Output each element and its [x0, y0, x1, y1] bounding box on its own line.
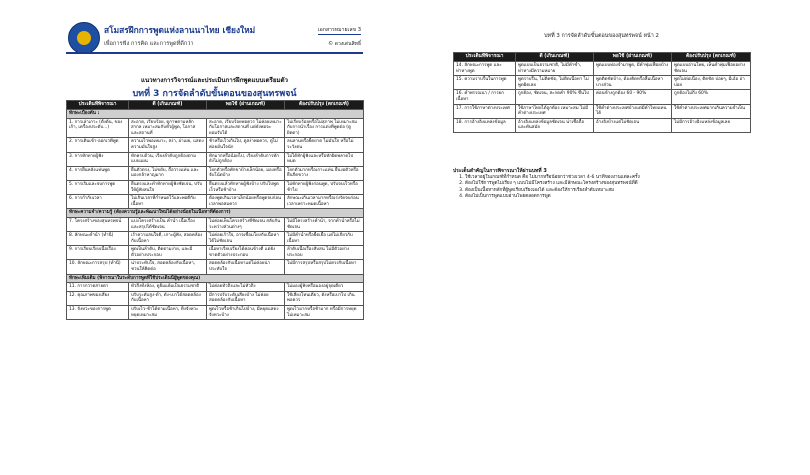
table-row [454, 118, 751, 132]
rating-cell: โยกตัวหรือพักขาบ้างเล็กน้อย, มองหรือจับโน้ตบ้าง [207, 166, 285, 180]
rating-cell: ค่อนข้างถูกต้อง 60 - 90% [594, 90, 672, 104]
rating-cell: สะอาด, เรียบร้อยพอควร ไม่ค่อยเหมาะกับโอกาสและสถานที่ แต่ยังพอจะยอมรับได้ [207, 118, 285, 138]
criterion-cell: 1. การเล่าเกาะ (ตั้งต้น, ของเก้า, เครื่องประดับ...) [67, 118, 129, 138]
rating-cell: พูดราบรื่น, ไม่ติดขัด, ไม่ติดเนื้อหา ไม่พูดผิดเลย [516, 76, 594, 90]
section-header-row [67, 110, 364, 119]
rating-cell: พูดติดขัดบ้าง, ต้องคิดหรือลืมเนื้อหาบางส่วน [594, 76, 672, 90]
table-row [67, 217, 364, 231]
column-header: ต้องปรับปรุง (ตกเกณฑ์) [672, 53, 751, 62]
section-title: ทักษะเบื้องต้น : [67, 110, 364, 119]
rating-cell: ความเร็วพอเหมาะ, สง่า, ผ่าเผย, แสดงความมั่นใจสูง [129, 138, 207, 152]
criterion-cell: 15. ความราบรื่นในการพูด [454, 76, 516, 90]
rating-cell: ลักษณะเกินเวลามากหรือเร่งรัดจบก่อนเวลาเพราะหมดเนื้อหา [285, 195, 364, 209]
key-points [453, 168, 750, 200]
criterion-cell: 11. การกวาดสายตา [67, 283, 129, 292]
table-row [67, 306, 364, 320]
rating-cell: ทักมากหรือน้อยไป, เรียงลำดับการทักยังไม่ถูกต้อง [207, 152, 285, 166]
author: © ดวงเด่นสิทธิ์ [328, 41, 361, 47]
rating-cell: เนื้อหาเรียบเรียงได้ค่อนข้างดี แต่ยังขาดตัวอย่างประกอบ [207, 246, 285, 260]
page-header-right: บทที่ 3 การจัดลำดับขั้นตอนของสุนทรพจน์ หน้า 2 [544, 33, 659, 39]
rating-cell: มีการปรับระดับเสียงบ้าง ไม่ค่อยสอดคล้องกับเนื้อหา [207, 291, 285, 305]
evaluation-table-continued [453, 52, 751, 133]
document-page-right [453, 20, 750, 462]
rating-cell: ไม่มีการสรุปหรือสรุปไม่ตรงกับเนื้อหา [285, 260, 364, 274]
rating-cell: ถูกต้องไม่ถึง 60% [672, 90, 751, 104]
rating-cell: ไม่มีโครงสร้างคำนำ, จากคำนำหรือไม่ชัดเจน [285, 217, 364, 231]
rating-cell: พูดแบบเป็นธรรมชาติ, ไม่มีคำซ้ำ, ท่าทางมีความหมาย [516, 62, 594, 76]
rating-cell: ใช้คำต่างประเทศมากเกินความจำเป็น [672, 104, 751, 118]
rating-cell: ใช้เสียงโทนเดียว, ดังหรือเบาไป เกินพอควร [285, 291, 364, 305]
criterion-cell: 18. การอ้างอิงแหล่งข้อมูล [454, 118, 516, 132]
table-row [454, 76, 751, 90]
criterion-cell: 14. ลักษณะการพูด และท่าทางพูด [454, 62, 516, 76]
rating-cell: ลนลานหรือยืดยาด ไม่มั่นใจ หรือไม่ระวังตน [285, 138, 364, 152]
document-title: บทที่ 3 การจัดลำดับขั้นตอนของสุนทรพจน์ [132, 89, 297, 99]
key-points-title: ประเด็นสำคัญในการพิจารณาให้ผ่านบทที่ 3 [453, 168, 547, 174]
criterion-cell: 17. การใช้ภาษาต่างประเทศ [454, 104, 516, 118]
document-number: เอกสารหมายเลข 3 [317, 27, 361, 33]
rating-cell: พูดเร็วหรือช้าเกินไปบ้าง, มีหยุดแสดงจังหวะบ้าง [207, 306, 285, 320]
header-divider [66, 52, 363, 54]
rating-cell: พูดไม่ต่อเนื่อง, ติดขัด บ่อยๆ, มีเอ้อ อ่า บ่อย [672, 76, 751, 90]
criterion-cell: 6. การกำกับเวลา [67, 195, 129, 209]
table-row [67, 260, 364, 274]
criterion-cell: 5. การเริ่มและจบการพูด [67, 180, 129, 194]
table-row [67, 152, 364, 166]
rating-cell: ปรับเร็ว-ช้าได้ตามเนื้อหา, ทิ้งจังหวะหยุดเหมาะสม [129, 306, 207, 320]
rating-cell: ไม่มีการอ้างอิงแหล่งข้อมูลเลย [672, 118, 751, 132]
section-header-row [67, 274, 364, 283]
column-header: ประเด็นที่พิจารณา [67, 101, 129, 110]
rating-cell: ถูกต้อง, ชัดเจน, สะกดคำ 90% ขึ้นไป [516, 90, 594, 104]
table-row [67, 166, 364, 180]
rating-cell: ไม่มีคำนำหรือยืดเยื้อ แต่ไม่เกี่ยวกับเนื้อหา [285, 232, 364, 246]
rating-cell: โยกตัวมากหรือเกาะแท่น ยืนงอตัวหรือยืนกีดขวาง [285, 166, 364, 180]
table-row [67, 291, 364, 305]
rating-cell: พูดแบบท่องจำมาพูด, มีคำฟุ่มเฟือยบ้าง [594, 62, 672, 76]
rating-cell: ยืนตรงแล้วทักทายผู้ฟังบ้าง ปรับไปพูดเร็วหรือช้าบ้าง [207, 180, 285, 194]
key-points-list [453, 175, 750, 200]
key-point-item: 1. ใช้เวลาอยู่ในเกณฑ์ที่กำหนด คือ ไม่มากหรือน้อยกว่าช่วงเวลา 4-6 นาทีของงานแต่ละครั้ง [465, 175, 750, 181]
criterion-cell: 4. การยืนหลังแท่นพูด [67, 166, 129, 180]
criterion-cell: 13. จังหวะของการพูด [67, 306, 129, 320]
rating-cell: ไม่ค่อยทั่วถึงและไม่ทั่วถึง [207, 283, 285, 292]
page-header [66, 20, 363, 72]
rating-cell: น่าประทับใจ, สอดคล้องกับเนื้อหา, ชวนให้คิดต่อ [129, 260, 207, 274]
document-subtitle: แนวทางการวิจารณ์และประเมินการฝึกพูดแบบเตรียมตัว [140, 77, 289, 84]
section-title: ทักษะเพิ่มเติม (พิจารณาในระดับการพูดที่ใช้ประเด็นนี้ผู้พูดของคุณ) [67, 274, 364, 283]
rating-cell: ยืนตัวตรง, ไม่ขยับ, ถือวางแท่น และมองกล้าหาญมาก [129, 166, 207, 180]
rating-cell: ทักครบถ้วน, เรียงลำดับถูกต้องตามแบบแผน [129, 152, 207, 166]
rating-cell: อ้างอิงบ้างแต่ไม่ชัดเจน [594, 118, 672, 132]
rating-cell: พูดเร็วมากหรือช้ามาก หรือมีการหยุดไม่เหมาะสม [285, 306, 364, 320]
table-row [67, 232, 364, 246]
table-row [67, 118, 364, 138]
table-row [67, 180, 364, 194]
rating-cell: สอดคล้องกับเนื้อหาแต่ไม่ค่อยน่าประทับใจ [207, 260, 285, 274]
criterion-cell: 9. การเรียบเรียงเนื้อเรื่อง [67, 246, 129, 260]
rating-cell: ทั่วถึงทั้งห้อง, ดูยิ้มแย้มเป็นธรรมชาติ [129, 283, 207, 292]
key-point-item: 4. ต้องไม่เป็นการพูดแบบอ่านโพยตลอดการพูด [465, 194, 750, 200]
section-title: ทักษะความจำ/ความรู้ (ต้องความรู้และพัฒนาใหม่ได้อย่างน้อยในเนื้อหาที่ต้องการ) [67, 209, 364, 218]
rating-cell: พูดเป็นลำดับ, ติดตามง่าย, และมีตัวอย่างประกอบ [129, 246, 207, 260]
rating-cell: ใช้ภาษาไทยได้ถูกต้อง เหมาะสม ไม่มีคำต่างประเทศ [516, 104, 594, 118]
column-header: ดี (เกินเกณฑ์) [129, 101, 207, 110]
key-point-item: 3. ต้องเป็นเนื้อหาหลักที่ผู้พูดเรียบเรียงเองได้ และต้องให้การเรียงลำดับเหมาะสม [465, 188, 750, 194]
rating-cell: ไม่ได้ทักผู้ฟังและหรือทักผิดพลาดไปหมด [285, 152, 364, 166]
rating-cell: สะอาด, เรียบร้อย, ดูกาพตามหลักสากล เหมาะสมกับหัวผู้พูด, โอกาส และสถานที่ [129, 118, 207, 138]
rating-cell: ปรับระดับสูง-ต่ำ, ดัง-เบาได้สอดคล้องกับเนื้อหา [129, 291, 207, 305]
rating-cell: ลำดับเนื้อเรื่องสับสน ไม่มีตัวอย่างประกอบ [285, 246, 364, 260]
rating-cell: ต้องพูดเกินเวลาเล็กน้อยหรือพูดจบก่อนเวลาพอสมควร [207, 195, 285, 209]
rating-cell: ช้าหรือเร็วเกินไป, ดูสง่าพอควร, ดูไม่ค่อยมั่นใจนัก [207, 138, 285, 152]
criterion-cell: 7. โครงสร้างของสุนทรพจน์ [67, 217, 129, 231]
rating-cell: ไม่เรียบร้อยหรือไม่สุภาพ ไม่เหมาะสมกับการนำเรื่อง การแต่งที่พูดต่อ (ดูผิดตา) [285, 118, 364, 138]
key-point-item: 2. ต้องไม่ใช้การพูดไม่เรียง ๆ แบบไม่มีโครงสร้าง และมีลักษณะโครงสร้างของสุนทรพจน์ที่ดี [465, 181, 750, 187]
table-row [67, 246, 364, 260]
column-header: พอใช้ (ผ่านเกณฑ์) [207, 101, 285, 110]
rating-cell: ยืนตรงและทำทักทายผู้ฟังชัดเจน, ปรับให้ผู้ฟังสนใจ [129, 180, 207, 194]
rating-cell: ไม่เกินเวลาที่กำหนดไว้และพอดีกับเนื้อหา [129, 195, 207, 209]
organization-name: สโมสรฝึกการพูดแห่งลานนาไทย เชียงใหม่ [104, 25, 256, 35]
rating-cell: ไม่ค่อยเร้าใจ, อาจเชื่อมโยงกับเนื้อหาได้ไม่ชัดเจน [207, 232, 285, 246]
rating-cell: เร้าความสนใจดี, เกาะผู้ฟัง, สอดคล้องกับเนื้อหา [129, 232, 207, 246]
rating-cell: พูดแบบอ่านโพย, เห็นคำฟุ่มเฟือยอย่างชัดเจน [672, 62, 751, 76]
club-logo [68, 22, 100, 54]
rating-cell: แบ่งโครงสร้างเป็น คำนำ เนื้อเรื่อง และสรุปได้ชัดเจน [129, 217, 207, 231]
evaluation-table [66, 100, 364, 320]
table-row [454, 62, 751, 76]
criterion-cell: 2. การเดินเข้า-ออกเวทีพูด [67, 138, 129, 152]
rating-cell: ใช้คำต่างประเทศบ้างแต่มีคำไทยแทนได้ [594, 104, 672, 118]
document-page-left [66, 20, 363, 462]
criterion-cell: 10. ลักษณะการสรุป (ทำนี) [67, 260, 129, 274]
rating-cell: ไม่ทักทายผู้ฟังก่อนพูด, ปรับจบเร็วหรือช้าไป [285, 180, 364, 194]
table-row [454, 90, 751, 104]
slogan: เพื่อการฟัง การคิด และการพูดที่ดีกว่า [104, 41, 194, 47]
column-header: ต้องปรับปรุง (ตกเกณฑ์) [285, 101, 364, 110]
rating-cell: อ้างอิงแหล่งข้อมูลชัดเจน น่าเชื่อถือ และทันสมัย [516, 118, 594, 132]
criterion-cell: 3. การทักทายผู้ฟัง [67, 152, 129, 166]
column-header: ดี (เกินเกณฑ์) [516, 53, 594, 62]
column-header: พอใช้ (ผ่านเกณฑ์) [594, 53, 672, 62]
rating-cell: ไม่มองผู้ฟังหรือมองอยู่จุดเดียว [285, 283, 364, 292]
table-row [67, 138, 364, 152]
criterion-cell: 12. คุณภาพของเสียง [67, 291, 129, 305]
table-row [67, 283, 364, 292]
criterion-cell: 16. คำพรรณนา / การยกเนื้อหา [454, 90, 516, 104]
section-header-row [67, 209, 364, 218]
rating-cell: ไม่ค่อยเห็นโครงสร้างที่ชัดเจน สลับกันระหว่างส่วนต่างๆ [207, 217, 285, 231]
column-header: ประเด็นที่พิจารณา [454, 53, 516, 62]
table-row [67, 195, 364, 209]
table-row [454, 104, 751, 118]
criterion-cell: 8. ลักษณะคำนำ (ทำนี) [67, 232, 129, 246]
